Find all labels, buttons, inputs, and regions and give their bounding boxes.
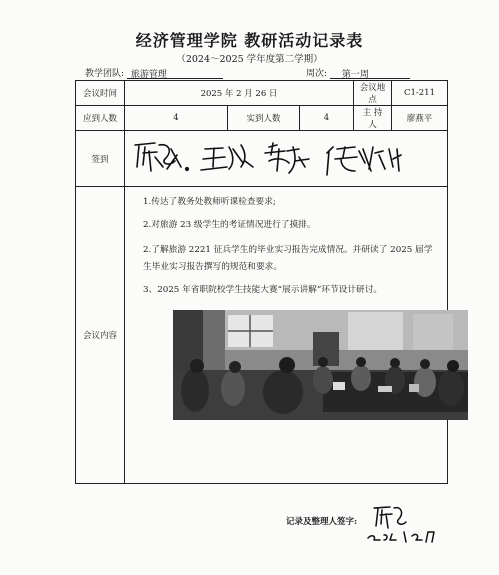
content-item-3: 2.了解旅游 2221 征兵学生的毕业实习报告完成情况。并研读了 2025 届学生毕业实习报告撰写的规范和要求。 bbox=[143, 245, 433, 272]
team-value: 旅游管理 bbox=[127, 67, 223, 79]
content-item-2: 2.对旅游 23 级学生的考证情况进行了摸排。 bbox=[143, 220, 316, 230]
week-label: 周次: bbox=[306, 69, 328, 79]
host-label: 主 持 人 bbox=[354, 106, 392, 131]
table-row bbox=[76, 81, 448, 106]
team-label: 教学团队: bbox=[85, 69, 125, 79]
content-item-1: 1.传达了教务处教师听课检查要求; bbox=[143, 197, 276, 207]
expected-value: 4 bbox=[125, 106, 228, 131]
signatures-area bbox=[125, 131, 448, 187]
handwritten-signatures bbox=[129, 137, 429, 181]
meeting-photo bbox=[173, 310, 468, 420]
signin-label: 签到 bbox=[76, 131, 125, 187]
content-area bbox=[125, 187, 448, 484]
week-value: 第一周 bbox=[330, 67, 410, 79]
recorder-signature bbox=[366, 502, 446, 546]
team-field bbox=[85, 66, 223, 79]
document-title: 经济管理学院 教研活动记录表 bbox=[135, 31, 364, 50]
time-value: 2025 年 2 月 26 日 bbox=[125, 81, 354, 106]
time-label: 会议时间 bbox=[76, 81, 125, 106]
expected-label: 应到人数 bbox=[76, 106, 125, 131]
place-value: C1-211 bbox=[392, 81, 448, 106]
table-row bbox=[76, 131, 448, 187]
table-row bbox=[76, 187, 448, 484]
content-label: 会议内容 bbox=[76, 187, 125, 484]
content-item-4: 3、2025 年省职院校学生技能大赛“展示讲解”环节设计研讨。 bbox=[143, 285, 383, 295]
host-value: 廖燕平 bbox=[392, 106, 448, 131]
actual-label: 实到人数 bbox=[228, 106, 300, 131]
table-row bbox=[76, 106, 448, 131]
place-label: 会议地点 bbox=[354, 81, 392, 106]
actual-value: 4 bbox=[300, 106, 354, 131]
recorder-label: 记录及整理人签字: bbox=[286, 517, 358, 527]
week-field bbox=[306, 66, 410, 79]
semester-subtitle: （2024～2025 学年度第二学期） bbox=[176, 54, 323, 65]
record-table bbox=[75, 80, 448, 484]
